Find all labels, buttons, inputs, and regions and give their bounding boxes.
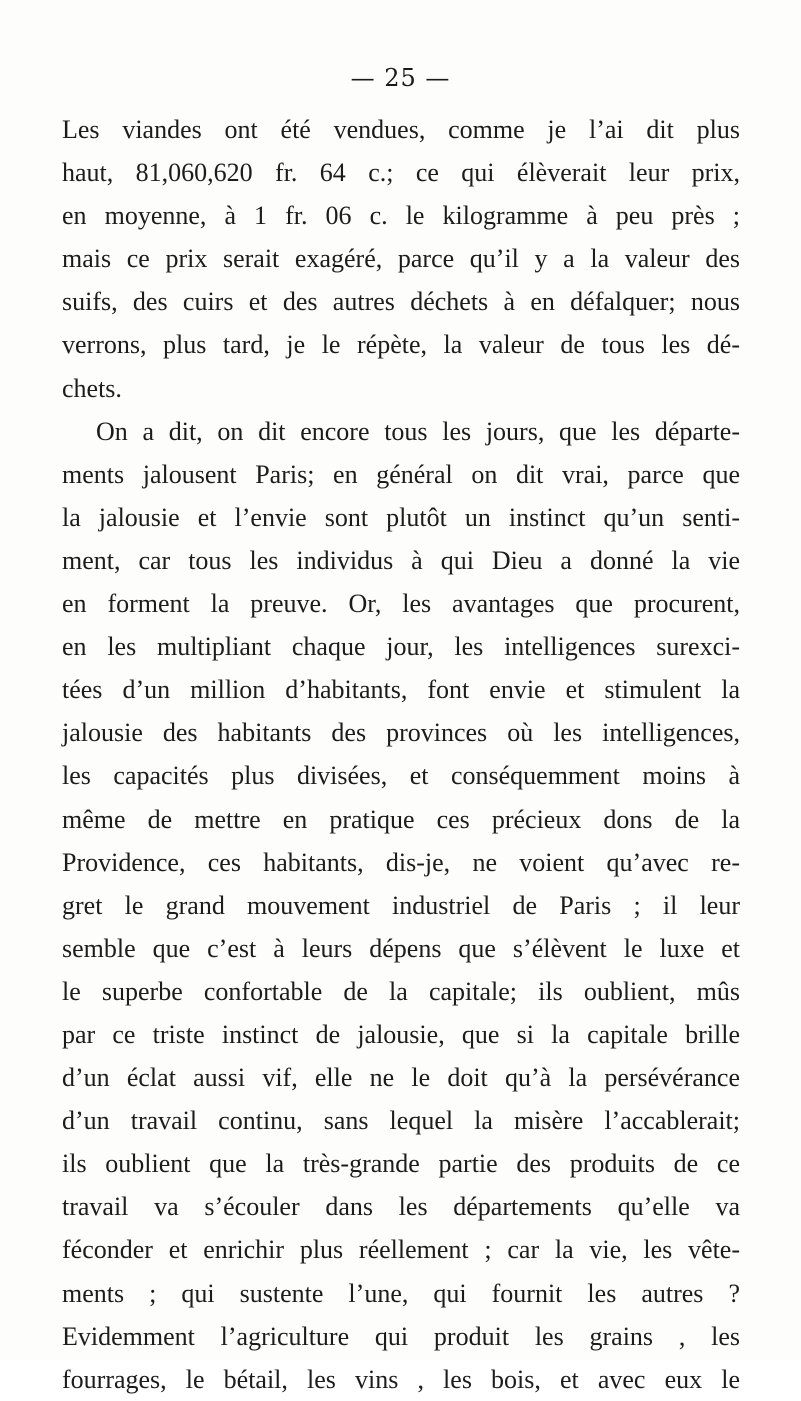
text-line-25: ils oublient que la très-grande partie des produits de ce [62, 1149, 740, 1179]
text-line-16: les capacités plus divisées, et conséquemment moins à [62, 761, 740, 791]
text-line-30: fourrages, le bétail, les vins , les bois, et avec eux le [62, 1364, 740, 1394]
text-line-10: la jalousie et l’envie sont plutôt un instinct qu’un senti- [62, 502, 740, 532]
text-line-6: verrons, plus tard, je le répète, la valeur de tous les dé- [62, 330, 740, 360]
body-text [62, 108, 740, 1401]
text-line-4: mais ce prix serait exagéré, parce qu’il y a la valeur des [62, 244, 740, 274]
text-line-11: ment, car tous les individus à qui Dieu a donné la vie [62, 545, 740, 575]
text-line-15: jalousie des habitants des provinces où les intelligences, [62, 718, 740, 748]
text-line-17: même de mettre en pratique ces précieux dons de la [62, 804, 740, 834]
text-line-24: d’un travail continu, sans lequel la misère l’accablerait; [62, 1106, 740, 1136]
text-line-28: ments ; qui sustente l’une, qui fournit les autres ? [62, 1278, 740, 1308]
text-line-3: en moyenne, à 1 fr. 06 c. le kilogramme à peu près ; [62, 201, 740, 231]
text-line-27: féconder et enrichir plus réellement ; car la vie, les vête- [62, 1235, 740, 1265]
text-line-1: Les viandes ont été vendues, comme je l’ai dit plus [62, 115, 740, 144]
text-line-19: gret le grand mouvement industriel de Paris ; il leur [62, 890, 740, 920]
text-line-7: chets. [62, 373, 122, 403]
text-line-12: en forment la preuve. Or, les avantages que procurent, [62, 589, 740, 619]
text-line-20: semble que c’est à leurs dépens que s’élèvent le luxe et [62, 933, 740, 963]
text-line-9: ments jalousent Paris; en général on dit vrai, parce que [62, 459, 740, 489]
page-number: — 25 — [350, 64, 451, 92]
text-line-5: suifs, des cuirs et des autres déchets à en défalquer; nous [62, 287, 740, 317]
text-line-14: tées d’un million d’habitants, font envie et stimulent la [62, 675, 740, 705]
text-line-2: haut, 81,060,620 fr. 64 c.; ce qui élèverait leur prix, [62, 158, 740, 188]
text-line-22: par ce triste instinct de jalousie, que si la capitale brille [62, 1019, 740, 1049]
text-line-18: Providence, ces habitants, dis-je, ne voient qu’avec re- [62, 847, 740, 877]
text-line-8: On a dit, on dit encore tous les jours, que les départe- [96, 416, 740, 446]
text-line-23: d’un éclat aussi vif, elle ne le doit qu’à la persévérance [62, 1063, 740, 1093]
text-line-26: travail va s’écouler dans les départements qu’elle va [62, 1192, 740, 1222]
text-line-13: en les multipliant chaque jour, les intelligences surexci- [62, 632, 740, 662]
text-line-21: le superbe confortable de la capitale; ils oublient, mûs [62, 976, 740, 1006]
text-line-29: Evidemment l’agriculture qui produit les grains , les [62, 1321, 740, 1351]
